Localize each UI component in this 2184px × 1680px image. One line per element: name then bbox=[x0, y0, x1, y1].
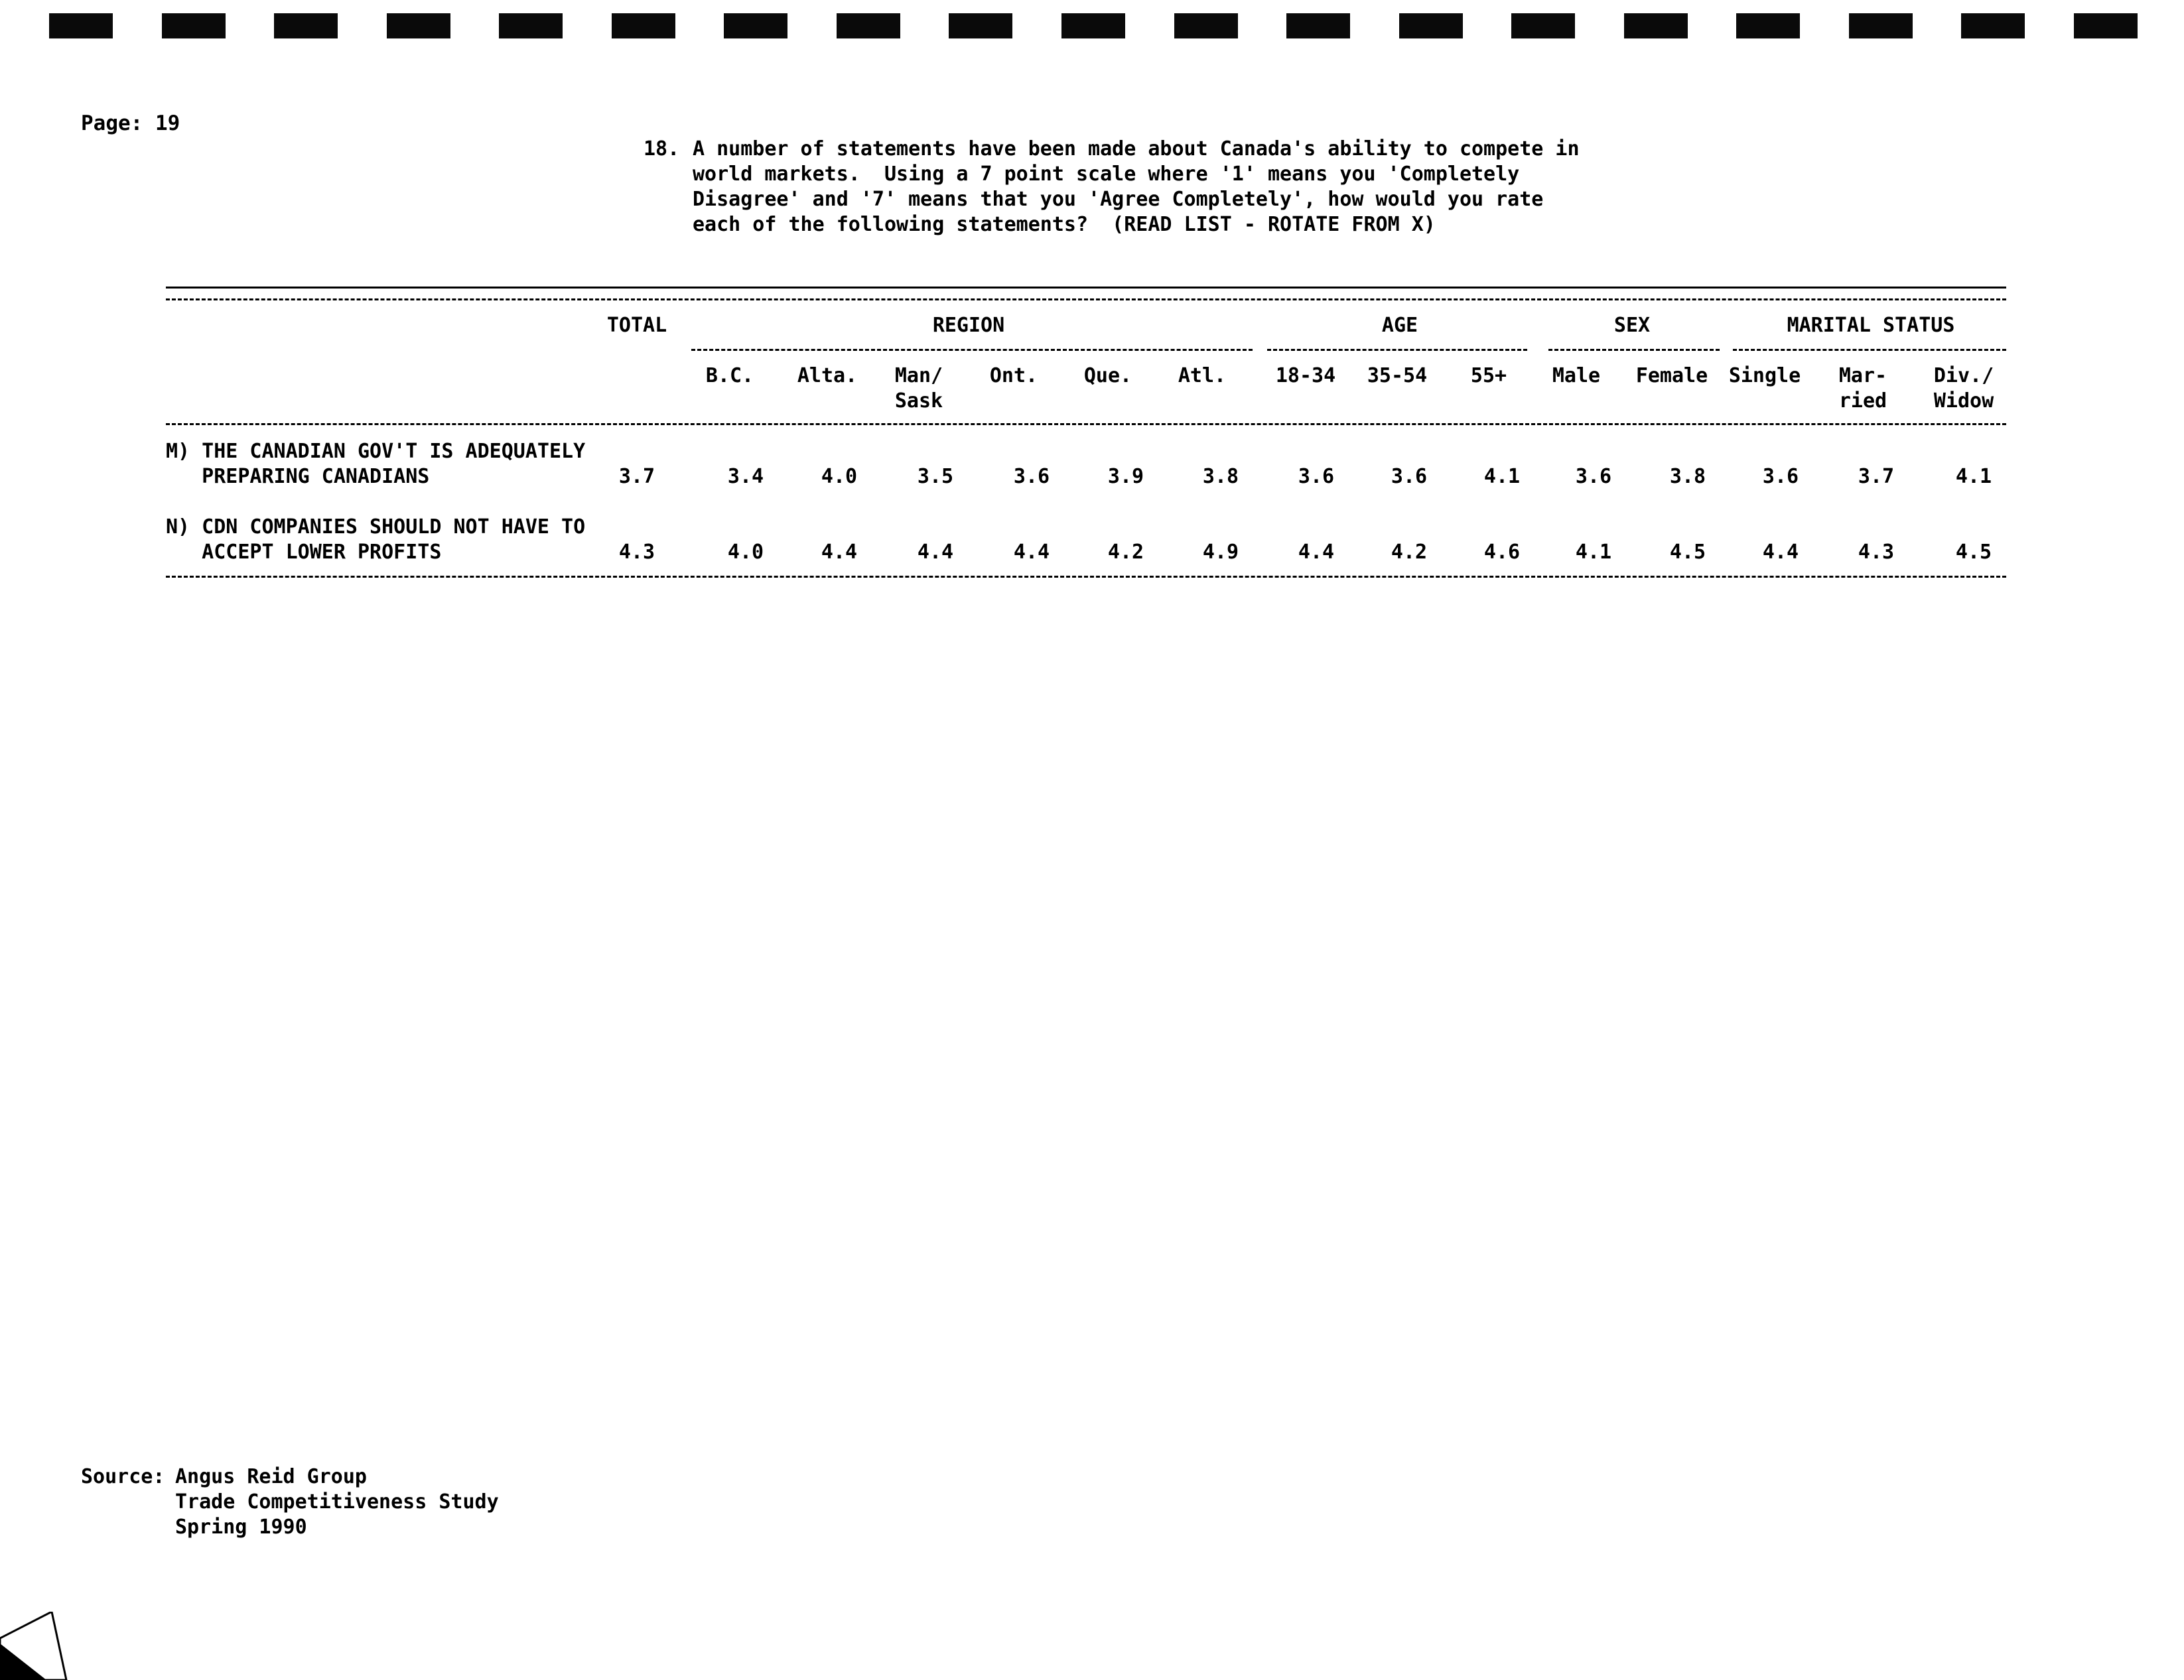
binding-hole bbox=[1061, 13, 1125, 38]
corner-mark-icon bbox=[0, 1612, 80, 1680]
group-header-age: AGE bbox=[1381, 314, 1418, 337]
table-cell: 4.0 bbox=[727, 541, 764, 564]
table-cell: 3.7 bbox=[1858, 465, 1895, 488]
source-line: Spring 1990 bbox=[175, 1516, 307, 1539]
column-header: Ont. bbox=[989, 364, 1038, 387]
column-header: Single bbox=[1728, 364, 1801, 387]
column-header: 55+ bbox=[1470, 364, 1507, 387]
region-group-rule bbox=[691, 349, 1253, 351]
group-header-sex: SEX bbox=[1613, 314, 1651, 337]
column-header: Widow bbox=[1933, 389, 1994, 413]
column-header: Que. bbox=[1083, 364, 1132, 387]
table-cell: 3.4 bbox=[727, 465, 764, 488]
column-header: Atl. bbox=[1178, 364, 1227, 387]
table-cell: 3.9 bbox=[1107, 465, 1144, 488]
binding-hole bbox=[274, 13, 338, 38]
table-cell: 4.2 bbox=[1391, 541, 1428, 564]
table-cell: 4.9 bbox=[1202, 541, 1239, 564]
table-cell: 4.1 bbox=[1955, 465, 1992, 488]
sex-group-rule bbox=[1548, 349, 1720, 351]
binding-hole bbox=[2074, 13, 2138, 38]
source-line: Angus Reid Group bbox=[175, 1465, 367, 1488]
binding-hole bbox=[1286, 13, 1350, 38]
table-top-rule bbox=[166, 287, 2006, 289]
binding-hole bbox=[1849, 13, 1913, 38]
binding-hole bbox=[1736, 13, 1800, 38]
binding-hole bbox=[612, 13, 675, 38]
binding-strip bbox=[49, 13, 2138, 38]
group-header-marital-status: MARITAL STATUS bbox=[1787, 314, 1955, 337]
question-text-line: Disagree' and '7' means that you 'Agree Completely', how would you rate bbox=[693, 188, 1544, 211]
table-cell: 3.7 bbox=[618, 465, 655, 488]
marital-status-group-rule bbox=[1733, 349, 2006, 351]
column-header: ried bbox=[1838, 389, 1887, 413]
row-label: M) THE CANADIAN GOV'T IS ADEQUATELY bbox=[166, 440, 586, 463]
table-cell: 4.6 bbox=[1483, 541, 1521, 564]
table-cell: 4.4 bbox=[821, 541, 858, 564]
binding-hole bbox=[162, 13, 226, 38]
table-cell: 4.4 bbox=[917, 541, 954, 564]
table-cell: 4.4 bbox=[1013, 541, 1050, 564]
table-cell: 4.3 bbox=[618, 541, 655, 564]
table-cell: 3.6 bbox=[1298, 465, 1335, 488]
question-number: 18. bbox=[644, 137, 680, 161]
table-header-rule bbox=[166, 298, 2006, 300]
table-cell: 3.5 bbox=[917, 465, 954, 488]
column-header: B.C. bbox=[705, 364, 754, 387]
age-group-rule bbox=[1267, 349, 1527, 351]
table-bottom-rule bbox=[166, 576, 2006, 578]
column-header: Male bbox=[1552, 364, 1601, 387]
question-text-line: world markets. Using a 7 point scale where '1' means you 'Completely bbox=[693, 162, 1520, 186]
table-cell: 4.5 bbox=[1669, 541, 1706, 564]
column-header: Alta. bbox=[797, 364, 858, 387]
table-cell: 3.8 bbox=[1669, 465, 1706, 488]
table-cell: 4.3 bbox=[1858, 541, 1895, 564]
table-cell: 4.4 bbox=[1762, 541, 1799, 564]
binding-hole bbox=[387, 13, 450, 38]
question-text-line: each of the following statements? (READ LIST - ROTATE FROM X) bbox=[693, 213, 1436, 236]
binding-hole bbox=[49, 13, 113, 38]
column-header: 18-34 bbox=[1275, 364, 1336, 387]
column-header: Sask bbox=[894, 389, 943, 413]
question-text-line: A number of statements have been made about Canada's ability to compete in bbox=[693, 137, 1580, 161]
column-header: Female bbox=[1635, 364, 1708, 387]
table-cell: 4.5 bbox=[1955, 541, 1992, 564]
binding-hole bbox=[1961, 13, 2025, 38]
binding-hole bbox=[724, 13, 787, 38]
row-label: N) CDN COMPANIES SHOULD NOT HAVE TO bbox=[166, 515, 586, 539]
binding-hole bbox=[1174, 13, 1238, 38]
source-line: Trade Competitiveness Study bbox=[175, 1490, 499, 1514]
column-header: 35-54 bbox=[1367, 364, 1428, 387]
page-number: Page: 19 bbox=[81, 111, 180, 135]
binding-hole bbox=[499, 13, 563, 38]
table-cell: 4.1 bbox=[1483, 465, 1521, 488]
table-cell: 4.0 bbox=[821, 465, 858, 488]
binding-hole bbox=[837, 13, 900, 38]
table-cell: 3.6 bbox=[1575, 465, 1612, 488]
table-cell: 3.6 bbox=[1762, 465, 1799, 488]
column-header: Man/ bbox=[894, 364, 943, 387]
table-cell: 3.6 bbox=[1391, 465, 1428, 488]
column-header-rule bbox=[166, 423, 2006, 425]
binding-hole bbox=[1624, 13, 1688, 38]
group-header-region: REGION bbox=[932, 314, 1005, 337]
table-cell: 4.4 bbox=[1298, 541, 1335, 564]
group-header-total: TOTAL bbox=[606, 314, 667, 337]
row-label: PREPARING CANADIANS bbox=[166, 465, 430, 488]
source-label: Source: bbox=[81, 1465, 165, 1488]
binding-hole bbox=[1399, 13, 1463, 38]
row-label: ACCEPT LOWER PROFITS bbox=[166, 541, 442, 564]
column-header: Mar- bbox=[1838, 364, 1887, 387]
binding-hole bbox=[949, 13, 1012, 38]
table-cell: 3.8 bbox=[1202, 465, 1239, 488]
column-header: Div./ bbox=[1933, 364, 1994, 387]
table-cell: 4.1 bbox=[1575, 541, 1612, 564]
table-cell: 3.6 bbox=[1013, 465, 1050, 488]
table-cell: 4.2 bbox=[1107, 541, 1144, 564]
binding-hole bbox=[1511, 13, 1575, 38]
